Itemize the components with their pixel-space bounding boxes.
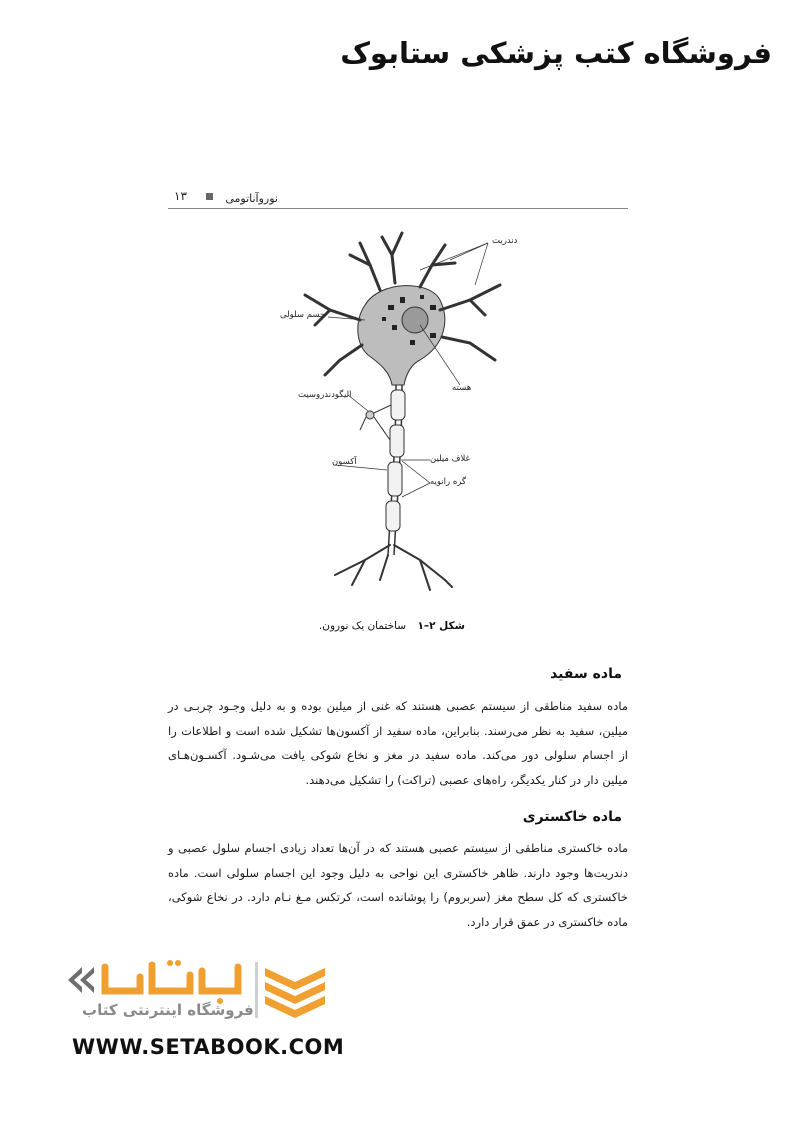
neuron-figure <box>270 225 530 595</box>
heading-gray-matter: ماده خاکستری <box>522 809 622 825</box>
wordmark-graphic <box>60 955 250 1005</box>
logo-tagline: فروشگاه اینترنتی کتاب <box>82 1001 254 1019</box>
label-cell-body: جسم سلولی <box>280 310 326 320</box>
heading-white-matter: ماده سفید <box>550 666 622 682</box>
book-stack-icon <box>255 960 335 1020</box>
label-myelin-sheath: غلاف میلین <box>430 454 470 464</box>
square-marker-icon <box>206 193 213 200</box>
logo-url: WWW.SETABOOK.COM <box>72 1035 345 1059</box>
page-number: ۱۳ <box>174 189 187 203</box>
paragraph-gray-matter: ماده خاکستری مناطقی از سیستم عصبی هستند که در آن‌ها تعداد زیادی اجسام سلول عصبی و دندریت‌ها وجود دارند. ظاهر خاکستری این نواحی به دلیل وجود این اجسام سلولی است. ماده خاکستری که کل سطح مغز (سربروم) را پوشانده است، کرتکس مـغ نـام دارد. در نخاع شوکی، ماده خاکستری در عمق قرار دارد. <box>168 841 628 929</box>
label-node-of-ranvier: گره رانویه <box>430 477 467 487</box>
nucleus-shape <box>402 307 428 333</box>
label-dendrite: دندریت <box>492 236 518 246</box>
neuron-illustration <box>270 225 530 595</box>
label-oligodendrocyte: الیگودندروسیت <box>298 390 352 400</box>
section-title: نوروآناتومی <box>225 192 278 205</box>
setabook-logo <box>60 955 345 1065</box>
paragraph-white-matter: ماده سفید مناطقی از سیستم عصبی هستند که غنی از میلین بوده و به دلیل وجـود چربـی در میلین، سفید به نظر می‌رسند. بنابراین، ماده سفید از آکسون‌ها تشکیل شده است و اطلاعات را از اجسام سلولی دور می‌کند. ماده سفید در مغز و نخاع شوکی یافت می‌شـود. آکسـون‌هـای میلین دار در کنار یکدیگر، راه‌های عصبی (تراکت) را تشکیل می‌دهند. <box>168 699 628 787</box>
caption-number: شکل ۲–۱ <box>417 620 465 632</box>
label-axon: آکسون <box>332 457 357 467</box>
caption-text: ساختمان یک نورون. <box>318 620 407 632</box>
running-head <box>168 186 628 209</box>
store-title: فروشگاه کتب پزشکی ستابوک <box>340 36 772 70</box>
figure-caption <box>300 620 465 632</box>
label-nucleus: هسته <box>452 383 472 393</box>
